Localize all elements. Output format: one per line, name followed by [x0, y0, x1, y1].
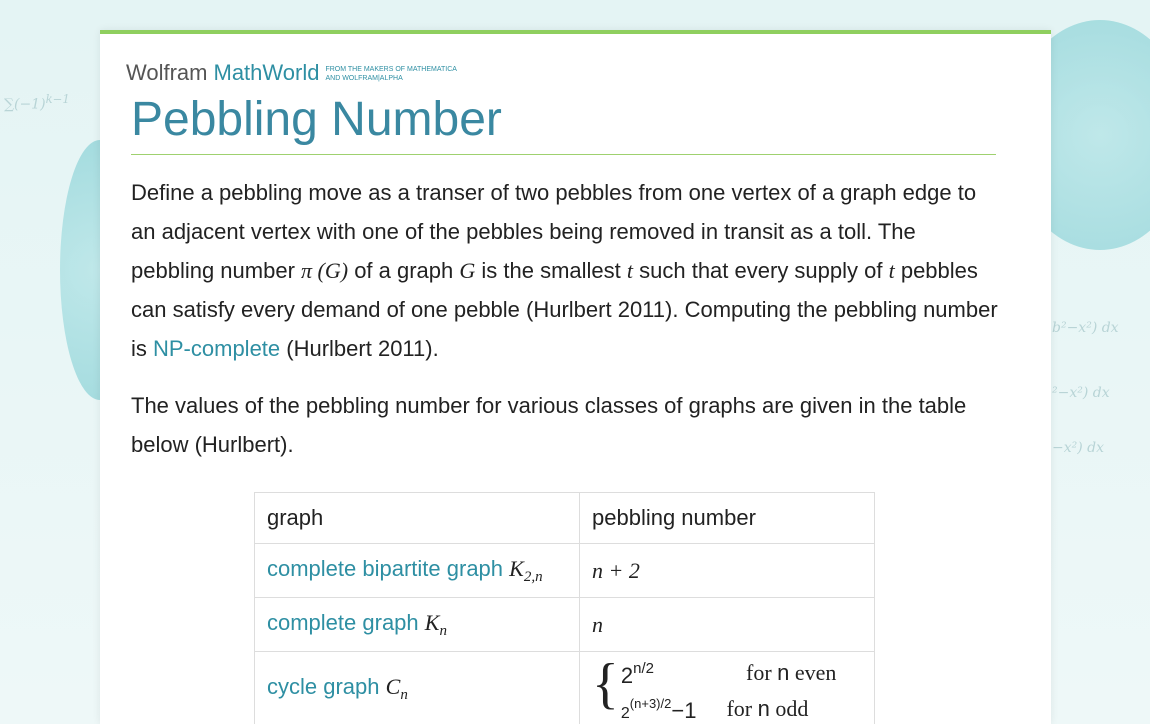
cycle-graph-link[interactable]: cycle graph [267, 673, 380, 699]
logo-tagline-line2: AND WOLFRAM|ALPHA [325, 75, 403, 82]
header-pebbling-number: pebbling number [580, 493, 875, 544]
table-row [255, 598, 875, 652]
mathworld-logo[interactable] [126, 60, 457, 86]
text-run: Define a pebbling move as a transer of two pebbles from one vertex of a graph edge to an adjacent vertex with one of the pebbles being removed in transit as a toll. The pebbling number [131, 180, 977, 283]
page-title: Pebbling Number [131, 93, 502, 146]
graph-subscript: n [439, 622, 447, 639]
case-condition [746, 660, 836, 686]
text-run: (Hurlbert 2011). [280, 336, 439, 361]
graph-symbol: C [385, 673, 401, 699]
graph-cell [255, 652, 580, 724]
article-body [131, 173, 1001, 482]
table-header-row [255, 493, 875, 544]
logo-tagline-line1: FROM THE MAKERS OF MATHEMATICA [325, 66, 457, 73]
text-run: of a graph [348, 258, 460, 283]
case-exponent: (n+3)/2 [629, 696, 672, 711]
value-cell: n [580, 598, 875, 652]
condition-var: n [757, 696, 770, 721]
complete-bipartite-graph-link[interactable]: complete bipartite graph [267, 555, 504, 581]
table-row [255, 544, 875, 598]
text-run: such that every supply of [633, 258, 889, 283]
text-run: is the smallest [475, 258, 627, 283]
condition-text: for [746, 660, 778, 685]
decor-formula: b²−x²) dx [1052, 320, 1119, 336]
condition-text: odd [769, 696, 809, 721]
graph-symbol: K [424, 609, 440, 635]
condition-text: even [789, 660, 837, 685]
graph-cell [255, 544, 580, 598]
np-complete-link[interactable]: NP-complete [153, 336, 281, 361]
paragraph-definition [131, 173, 1001, 368]
condition-text: for [726, 696, 758, 721]
condition-var: n [777, 660, 790, 685]
graph-subscript: n [400, 686, 408, 703]
graph-symbol: K [509, 555, 524, 581]
case-tail: −1 [671, 698, 697, 723]
math-t: t [888, 258, 895, 283]
case-base: 2 [620, 663, 634, 688]
decor-formula: $\sum(-1)^{k-1}$ [4, 92, 70, 113]
title-divider [131, 154, 996, 155]
piecewise-value [580, 652, 875, 724]
header-graph: graph [255, 493, 580, 544]
value-cell: n + 2 [580, 544, 875, 598]
case-even [592, 656, 862, 692]
paragraph-table-intro: The values of the pebbling number for various classes of graphs are given in the table below (Hurlbert). [131, 393, 967, 457]
logo-tagline [325, 65, 456, 83]
math-g: G [459, 258, 476, 283]
text-run: pebbles can satisfy every demand of one pebble (Hurlbert 2011). Computing the pebbling number is [131, 258, 998, 361]
table-row [255, 652, 875, 724]
math-t: t [626, 258, 634, 283]
math-pi-g: π (G) [301, 258, 349, 283]
pebbling-table [254, 492, 875, 724]
graph-subscript: 2,n [523, 568, 543, 585]
article-card [100, 30, 1051, 724]
case-odd [592, 692, 862, 724]
decor-formula: ²−x²) dx [1052, 385, 1110, 401]
logo-wolfram: Wolfram [126, 60, 208, 85]
case-exponent: n/2 [633, 660, 654, 677]
logo-mathworld: MathWorld [213, 60, 320, 85]
case-base: 2 [620, 705, 630, 722]
graph-cell [255, 598, 580, 652]
complete-graph-link[interactable]: complete graph [267, 609, 419, 635]
brace: { [592, 653, 619, 715]
case-condition [726, 696, 808, 722]
decor-formula: −x²) dx [1052, 440, 1105, 456]
